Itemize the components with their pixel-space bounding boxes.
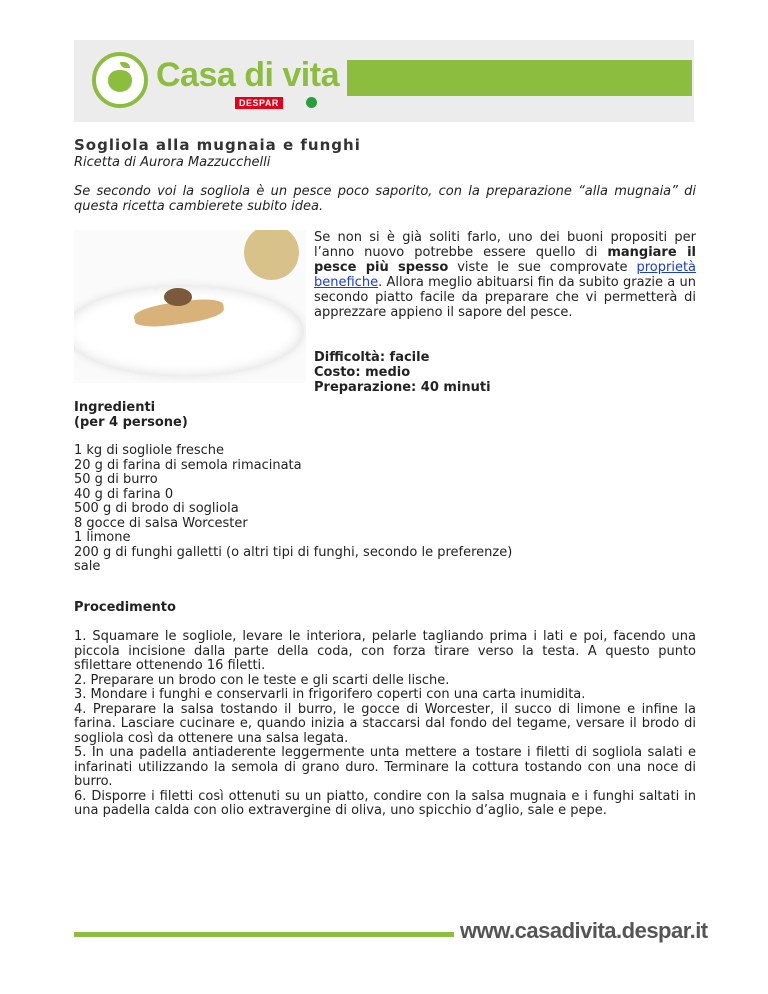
ingredients-list [74, 444, 512, 575]
desc-text: viste le sue comprovate [448, 260, 637, 275]
recipe-facts [314, 350, 696, 395]
ingredients-heading [74, 400, 188, 430]
footer-url: www.casadivita.despar.it [460, 918, 708, 943]
ingredient-item: sale [74, 559, 101, 574]
step-item: 2. Preparare un brodo con le teste e gli scarti delle lische. [74, 672, 450, 688]
procedure-heading: Procedimento [74, 600, 176, 615]
desc-text: Se non si è già soliti farlo, uno dei buoni propositi per l’anno nuovo potrebbe essere quello di [314, 230, 696, 260]
dish-photo [74, 230, 306, 383]
footer-bar [74, 932, 454, 937]
despar-mark-icon [306, 97, 317, 108]
desc-bold: mangiare il pesce più spesso [314, 245, 696, 275]
ingredient-item: 1 kg di sogliole fresche [74, 443, 225, 458]
ingredient-item: 8 gocce di salsa Worcester [74, 515, 248, 531]
benefits-link[interactable]: proprietà benefiche [314, 260, 697, 290]
step-item: 4. Preparare la salsa tostando il burro, le gocce di Worcester, il succo di limone e infine la farina. Lasciare cucinare e, quando inizia a staccarsi dal fondo del tegame, versare il brodo di sogliola così da ottenere una salsa legata. [74, 701, 696, 746]
procedure-steps [74, 630, 696, 819]
ingredients-title: Ingredienti [74, 400, 156, 415]
ingredient-item: 50 g di burro [74, 472, 158, 487]
recipe-author: Ricetta di Aurora Mazzucchelli [74, 155, 271, 170]
desc-text: . Allora meglio abituarsi fin da subito grazie a un secondo piatto facile da preparare che vi permetterà di apprezzare appieno il sapore del pesce. [314, 275, 696, 320]
despar-badge: DESPAR [235, 97, 283, 109]
recipe-title: Sogliola alla mugnaia e funghi [74, 136, 361, 154]
ingredient-item: 500 g di brodo di sogliola [74, 501, 239, 516]
apple-logo-icon [92, 52, 148, 108]
brand-name: Casa di vita [156, 56, 339, 94]
ingredient-item: 1 limone [74, 530, 131, 545]
ingredient-item: 200 g di funghi galletti (o altri tipi di funghi, secondo le preferenze) [74, 544, 513, 560]
step-item: 5. In una padella antiaderente leggermente unta mettere a tostare i filetti di sogliola salati e infarinati utilizzando la semola di grano duro. Terminare la cottura tostando con una noce di burro. [74, 745, 696, 789]
ingredient-item: 20 g di farina di semola rimacinata [74, 457, 302, 473]
ingredients-subtitle: (per 4 persone) [74, 415, 188, 430]
cost: Costo: medio [314, 365, 411, 380]
header-green-bar [347, 60, 692, 96]
ingredient-item: 40 g di farina 0 [74, 486, 174, 502]
difficulty: Difficoltà: facile [314, 350, 430, 365]
step-item: 1. Squamare le sogliole, levare le interiora, pelarle tagliando prima i lati e poi, facendo una piccola incisione dalla parte della coda, con forza tirare verso la testa. A questo punto sfilettare ottenendo 16 filetti. [74, 629, 696, 673]
recipe-description [314, 230, 696, 395]
step-item: 6. Disporre i filetti così ottenuti su un piatto, condire con la salsa mugnaia e i funghi saltati in una padella calda con olio extravergine di oliva, uno spicchio d’aglio, sale e pepe. [74, 788, 696, 818]
step-item: 3. Mondare i funghi e conservarli in frigorifero coperti con una carta inumidita. [74, 687, 586, 702]
recipe-intro: Se secondo voi la sogliola è un pesce poco saporito, con la preparazione “alla mugnaia” di questa ricetta cambierete subito idea. [74, 184, 696, 214]
prep-time: Preparazione: 40 minuti [314, 380, 491, 395]
recipe-content [74, 136, 697, 818]
